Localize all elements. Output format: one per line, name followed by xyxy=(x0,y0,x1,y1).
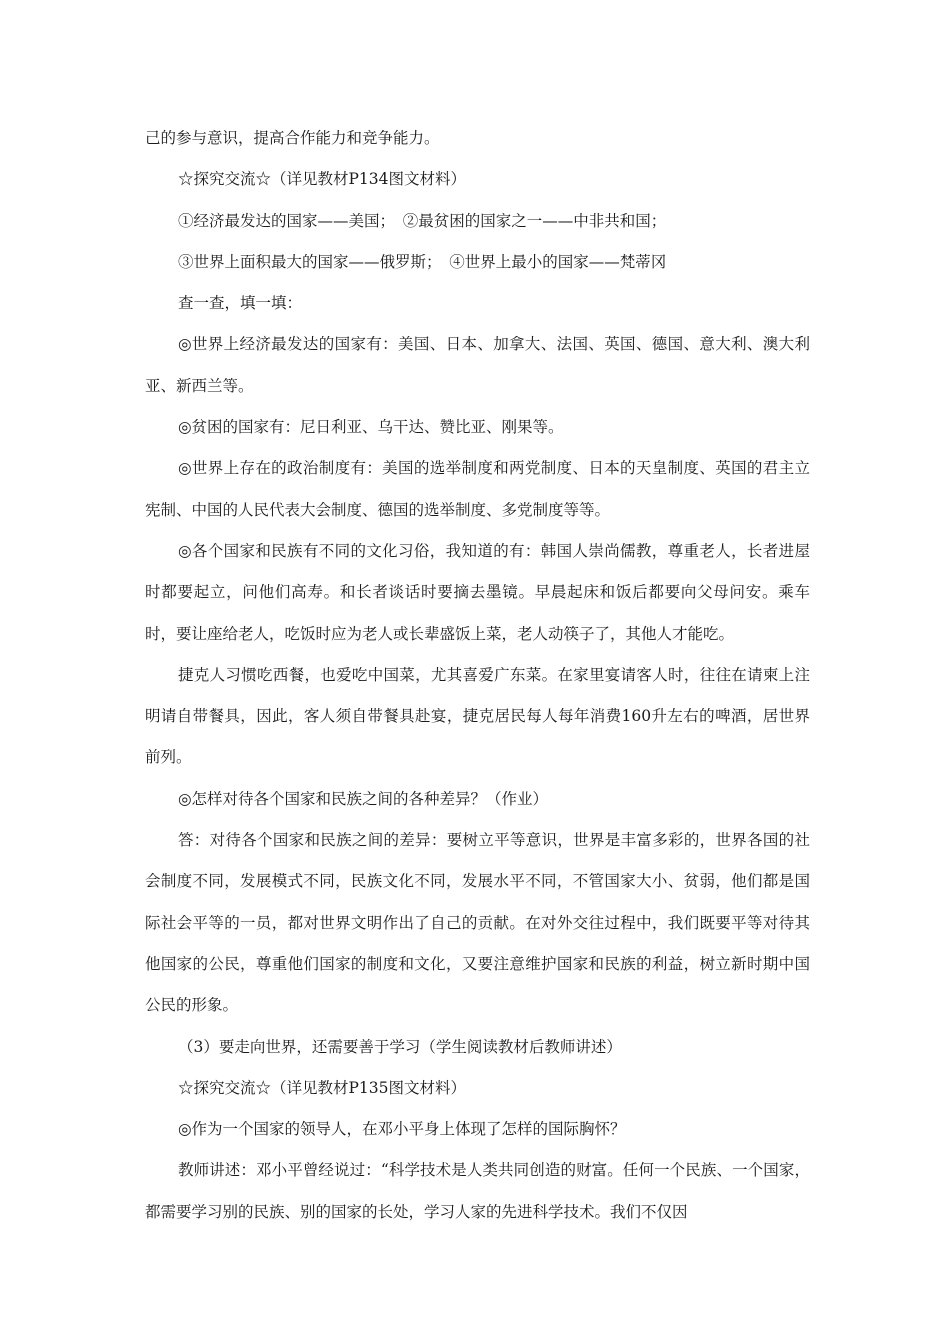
paragraph-7: ◎贫困的国家有：尼日利亚、乌干达、赞比亚、刚果等。 xyxy=(178,418,564,437)
paragraph-9: ◎各个国家和民族有不同的文化习俗，我知道的有：韩国人崇尚儒教，尊重老人，长者进屋时都要起立，问他们高寿。和长者谈话时要摘去墨镜。早晨起床和饭后都要向父母问安。乘车时，要让座给老人，吃饭时应为老人或长辈盛饭上菜，老人动筷子了，其他人才能吃。 xyxy=(145,541,810,643)
paragraph-6: ◎世界上经济最发达的国家有：美国、日本、加拿大、法国、英国、德国、意大利、澳大利亚、新西兰等。 xyxy=(145,335,810,395)
document-body xyxy=(145,118,810,1233)
paragraph-8: ◎世界上存在的政治制度有：美国的选举制度和两党制度、日本的天皇制度、英国的君主立宪制、中国的人民代表大会制度、德国的选举制度、多党制度等等。 xyxy=(145,459,810,519)
paragraph-3: ①经济最发达的国家——美国； ②最贫困的国家之一——中非共和国； xyxy=(178,211,667,230)
paragraph-15: ◎作为一个国家的领导人，在邓小平身上体现了怎样的国际胸怀？ xyxy=(178,1120,626,1139)
paragraph-10: 捷克人习惯吃西餐，也爱吃中国菜，尤其喜爱广东菜。在家里宴请客人时，往往在请柬上注明请自带餐具，因此，客人须自带餐具赴宴，捷克居民每人每年消费160升左右的啤酒，居世界前列。 xyxy=(145,665,810,767)
paragraph-13: （3）要走向世界，还需要善于学习（学生阅读教材后教师讲述） xyxy=(178,1037,622,1056)
paragraph-1: 己的参与意识，提高合作能力和竞争能力。 xyxy=(145,129,440,147)
paragraph-4: ③世界上面积最大的国家——俄罗斯； ④世界上最小的国家——梵蒂冈 xyxy=(178,252,667,271)
paragraph-12: 答：对待各个国家和民族之间的差异：要树立平等意识，世界是丰富多彩的，世界各国的社会制度不同，发展模式不同，民族文化不同，发展水平不同，不管国家大小、贫弱，他们都是国际社会平等的一员，都对世界文明作出了自己的贡献。在对外交往过程中，我们既要平等对待其他国家的公民，尊重他们国家的制度和文化，又要注意维护国家和民族的利益，树立新时期中国公民的形象。 xyxy=(145,831,810,1015)
paragraph-16: 教师讲述：邓小平曾经说过：“科学技术是人类共同创造的财富。任何一个民族、一个国家，都需要学习别的民族、别的国家的长处，学习人家的先进科学技术。我们不仅因 xyxy=(145,1161,810,1221)
paragraph-5: 查一查，填一填： xyxy=(178,294,303,313)
paragraph-2: ☆探究交流☆（详见教材P134图文材料） xyxy=(178,170,467,189)
paragraph-11: ◎怎样对待各个国家和民族之间的各种差异？（作业） xyxy=(178,789,549,808)
paragraph-14: ☆探究交流☆（详见教材P135图文材料） xyxy=(178,1078,467,1097)
